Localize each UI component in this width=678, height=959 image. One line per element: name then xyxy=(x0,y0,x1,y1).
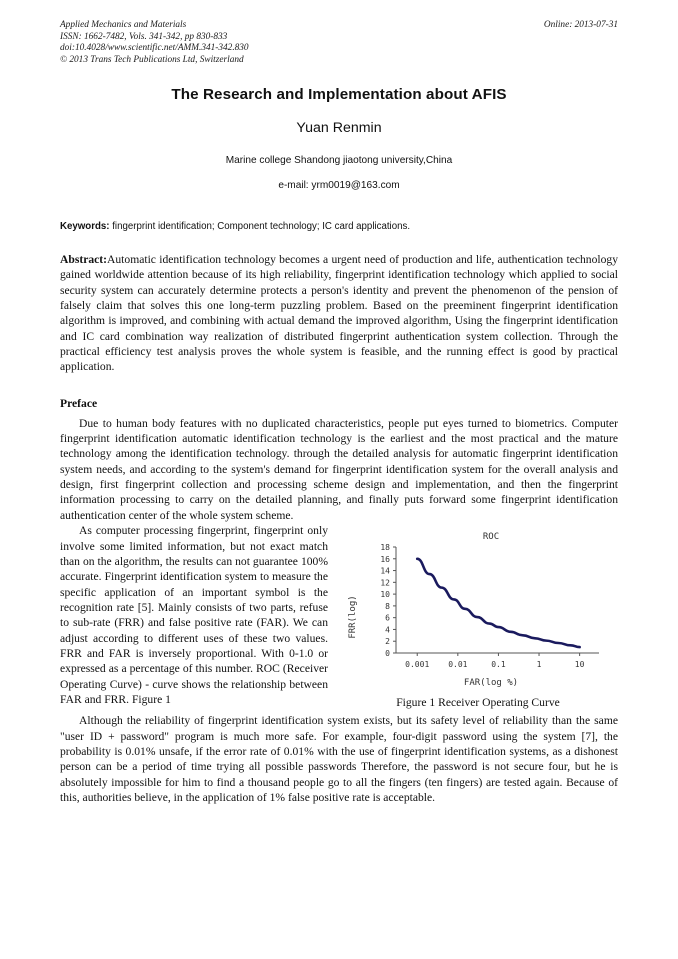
journal-doi: doi:10.4028/www.scientific.net/AMM.341-342.830 xyxy=(60,43,249,54)
svg-text:18: 18 xyxy=(380,543,390,553)
section-heading-preface: Preface xyxy=(60,396,98,410)
chart-x-axis-label: FAR(log %) xyxy=(463,678,519,689)
svg-text:10: 10 xyxy=(574,660,585,670)
keywords-line xyxy=(60,220,618,233)
preface-paragraph-3: Although the reliability of fingerprint identification system exists, but its safety level of reliability than the same "user ID + password" program is much more safe. For example, four-digit password using the system [7], the probability is 0.01% unsafe, if the error rate of 0.01% with the use of fingerprint identification systems, as a dishonest person can be a period of time trying all possible passwords Therefore, the password is not secure four, but he is absolutely impossible for him to find a thousand people go to all the fingers (ten fingers) are tested again. Because of this, authorities believe, in the application of 1% false positive rate is acceptable. xyxy=(60,714,618,804)
chart-y-ticks xyxy=(380,543,396,658)
roc-chart xyxy=(341,525,615,690)
author-name: Yuan Renmin xyxy=(296,120,382,136)
author-affiliation: Marine college Shandong jiaotong university,China xyxy=(225,155,453,166)
journal-issn: ISSN: 1662-7482, Vols. 341-342, pp 830-833 xyxy=(60,31,228,42)
journal-name: Applied Mechanics and Materials xyxy=(60,20,187,30)
page-content xyxy=(60,20,618,805)
journal-info-block xyxy=(60,20,480,66)
preface-paragraph-1: Due to human body features with no duplicated characteristics, people put eyes turned to biometrics. Computer fingerprint identification automatic identification technology is the earliest and the most practical and the mature technology among the identification technology. through the detailed analysis for automatic fingerprint identification system needs, and according to the system's demand for fingerprint identification system for the overall analysis and design, first fingerprint collection and processing scheme design and implementation, and then the fingerprint information processing to carry on the detailed planning, and finally puts forward some fingerprint identification authentication center of the whole system scheme. xyxy=(60,416,618,522)
svg-text:1: 1 xyxy=(536,660,542,670)
svg-text:0.001: 0.001 xyxy=(405,660,430,670)
abstract-label: Abstract: xyxy=(60,253,108,266)
keywords-label: Keywords: xyxy=(60,221,110,232)
svg-text:16: 16 xyxy=(380,554,390,564)
svg-text:0: 0 xyxy=(385,649,390,659)
svg-text:0.1: 0.1 xyxy=(491,660,506,670)
svg-text:10: 10 xyxy=(380,590,390,600)
svg-text:4: 4 xyxy=(385,625,390,635)
roc-chart-svg xyxy=(341,525,615,690)
running-header xyxy=(60,20,618,70)
title-block xyxy=(60,86,618,191)
preface-paragraph-2: As computer processing fingerprint, fingerprint only involve some limited information, but not exact match than on the algorithm, the results can not guarantee 100% accurate. Fingerprint identification system to measure the specific application of an important symbol is the recognition rate [5]. Mainly consists of two parts, refuse to sub-rate (FRR) and false positive rate (FAR). We can adjust according to different uses of these two values. FRR and FAR is inversely proportional. With 0-1.0 or expressed as a percentage of this number. ROC (Receiver Operating Curve) - curve shows the relationship between FAR and FRR. Figure 1 xyxy=(60,524,328,706)
abstract-text: Automatic identification technology becomes a urgent need of production and life, authentication technology gained worldwide attention because of its high reliability, fingerprint identification technology which applied to social security system can accurately determine protects a person's identity and prevent the phenomenon of the pension of falsely claim that solves this one long-term puzzling problem. Based on the preeminent fingerprint identification algorithm is improved, and combining with actual demand the improved algorithm, Using the fingerprint identification and IC card combination way realization of distributed fingerprint authentication system collection. Through the practical efficiency test analysis proves the whole system is feasible, and the running effect is good by practical application. xyxy=(60,253,618,374)
svg-text:12: 12 xyxy=(380,578,390,588)
svg-text:2: 2 xyxy=(385,637,390,647)
page-title: The Research and Implementation about AFIS xyxy=(171,86,507,103)
chart-title: ROC xyxy=(482,532,500,543)
chart-x-ticks xyxy=(405,653,584,669)
chart-roc-curve xyxy=(417,559,579,647)
svg-text:6: 6 xyxy=(385,613,390,623)
keywords-text: fingerprint identification; Component technology; IC card applications. xyxy=(109,221,411,232)
svg-text:0.01: 0.01 xyxy=(448,660,468,670)
svg-text:14: 14 xyxy=(380,566,390,576)
figure-caption: Figure 1 Receiver Operating Curve xyxy=(396,696,560,710)
chart-y-axis-label: FRR(log) xyxy=(348,595,358,639)
journal-copyright: © 2013 Trans Tech Publications Ltd, Switzerland xyxy=(60,54,244,65)
figure-1 xyxy=(338,525,618,710)
abstract-block xyxy=(60,252,618,375)
svg-text:8: 8 xyxy=(385,602,390,612)
author-email: e-mail: yrm0019@163.com xyxy=(278,180,400,191)
online-date: Online: 2013-07-31 xyxy=(543,20,618,30)
